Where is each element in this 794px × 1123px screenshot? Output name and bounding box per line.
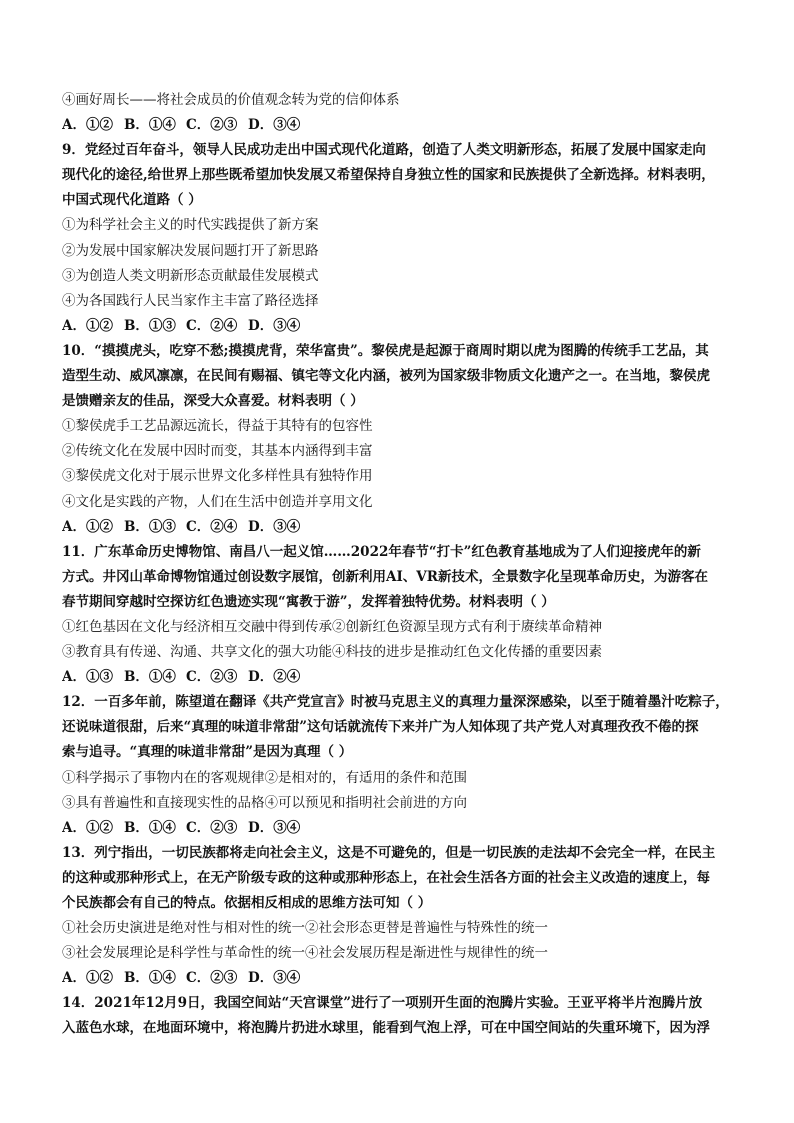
choice-item: ①为科学社会主义的时代实践提供了新方案 <box>62 217 319 234</box>
question-text: 索与追寻。“真理的味道非常甜”是因为真理（ ） <box>62 744 353 761</box>
question-text: 是馈赠亲友的佳品，深受大众喜爱。材料表明（ ） <box>62 393 364 410</box>
question-text: 方式。井冈山革命博物馆通过创设数字展馆，创新利用AI、VR新技术，全景数字化呈现革命历史，为游客在 <box>62 568 708 585</box>
question-text: 还说味道很甜，后来“真理的味道非常甜”这句话就流传下来并广为人知体现了共产党人对真理孜孜不倦的探 <box>62 719 699 736</box>
choice-item: ①黎侯虎手工艺品源远流长，得益于其特有的包容性 <box>62 418 373 435</box>
answer-options <box>62 314 740 339</box>
answer-options <box>62 113 740 138</box>
answer-option: D．③④ <box>248 970 301 987</box>
choice-item: ③黎侯虎文化对于展示世界文化多样性具有独特作用 <box>62 468 373 485</box>
answer-option: A．①② <box>62 317 113 334</box>
answer-option: B．①④ <box>124 669 176 686</box>
question-text: 个民族都会有自己的特点。依据相反相成的思维方法可知（ ） <box>62 895 432 911</box>
choice-item: ③社会发展理论是科学性与革命性的统一④社会发展历程是渐进性与规律性的统一 <box>62 945 548 962</box>
answer-options <box>62 515 740 540</box>
answer-option: C．②④ <box>186 518 238 535</box>
choice-item: ④文化是实践的产物，人们在生活中创造并享用文化 <box>62 493 373 510</box>
question-text: 入蓝色水球，在地面环境中，将泡腾片扔进水球里，能看到气泡上浮，可在中国空间站的失重环境下，因为浮 <box>62 1020 710 1037</box>
question-text: 12．一百多年前，陈望道在翻译《共产党宣言》时被马克思主义的真理力量深深感染，以至于随着墨汁吃粽子， <box>62 694 729 711</box>
question-text: 10．“摸摸虎头，吃穿不愁;摸摸虎背，荣华富贵”。黎侯虎是起源于商周时期以虎为图腾的传统手工艺品，其 <box>62 342 709 359</box>
choice-item: ④画好周长——将社会成员的价值观念转为党的信仰体系 <box>62 92 400 108</box>
answer-option: D．③④ <box>248 317 301 334</box>
answer-option: B．①③ <box>124 317 176 334</box>
choice-item: ③教育具有传递、沟通、共享文化的强大功能④科技的进步是推动红色文化传播的重要因素 <box>62 644 602 661</box>
question-text: 造型生动、威风凛凛，在民间有赐福、镇宅等文化内涵，被列为国家级非物质文化遗产之一。在当地，黎侯虎 <box>62 368 710 385</box>
choice-item: ③为创造人类文明新形态贡献最佳发展模式 <box>62 267 319 284</box>
question-text: 9．党经过百年奋斗，领导人民成功走出中国式现代化道路，创造了人类文明新形态，拓展了发展中国家走向 <box>62 142 706 159</box>
answer-option: B．①④ <box>124 819 176 836</box>
answer-option: C．②④ <box>186 317 238 334</box>
answer-options <box>62 665 740 690</box>
answer-option: C．②③ <box>186 669 238 686</box>
question-text: 14．2021年12月9日，我国空间站“天宫课堂”进行了一项别开生面的泡腾片实验。王亚平将半片泡腾片放 <box>62 995 703 1012</box>
choice-item: ①社会历史演进是绝对性与相对性的统一②社会形态更替是普遍性与特殊性的统一 <box>62 920 548 937</box>
choice-item: ④为各国践行人民当家作主丰富了路径选择 <box>62 292 319 309</box>
question-text: 11．广东革命历史博物馆、南昌八一起义馆……2022年春节“打卡”红色教育基地成为了人们迎接虎年的新 <box>62 543 701 560</box>
answer-option: D．③④ <box>248 518 301 535</box>
answer-option: D．②④ <box>248 669 301 686</box>
answer-option: D．③④ <box>248 819 301 836</box>
answer-option: C．②③ <box>186 117 238 134</box>
answer-option: A．①② <box>62 819 113 836</box>
answer-option: A．①③ <box>62 669 113 686</box>
choice-item: ②为发展中国家解决发展问题打开了新思路 <box>62 242 319 259</box>
exam-page <box>62 88 740 1042</box>
answer-options <box>62 816 740 841</box>
answer-option: B．①④ <box>124 970 176 987</box>
question-text: 13．列宁指出，一切民族都将走向社会主义，这是不可避免的，但是一切民族的走法却不会完全一样，在民主 <box>62 844 716 861</box>
answer-option: A．①② <box>62 518 113 535</box>
choice-item: ①红色基因在文化与经济相互交融中得到传承②创新红色资源呈现方式有利于赓续革命精神 <box>62 618 602 635</box>
choice-item: ①科学揭示了事物内在的客观规律②是相对的，有适用的条件和范围 <box>62 769 467 786</box>
choice-item: ②传统文化在发展中因时而变，其基本内涵得到丰富 <box>62 443 373 460</box>
answer-options <box>62 966 740 991</box>
question-text: 现代化的途径,给世界上那些既希望加快发展又希望保持自身独立性的国家和民族提供了全新选择。材料表明， <box>62 167 715 184</box>
choice-item: ③具有普遍性和直接现实性的品格④可以预见和指明社会前进的方向 <box>62 794 467 811</box>
question-text: 中国式现代化道路（ ） <box>62 192 202 209</box>
question-text: 春节期间穿越时空探访红色遗迹实现“寓教于游”，发挥着独特优势。材料表明（ ） <box>62 593 555 610</box>
answer-option: C．②③ <box>186 970 238 987</box>
question-text: 的这种或那种形式上，在无产阶级专政的这种或那种形态上，在社会生活各方面的社会主义改造的速度上，每 <box>62 869 710 886</box>
answer-option: C．②③ <box>186 819 238 836</box>
answer-option: D．③④ <box>248 117 301 134</box>
answer-option: A．①② <box>62 970 113 987</box>
answer-option: B．①④ <box>124 117 176 134</box>
answer-option: A．①② <box>62 117 113 134</box>
answer-option: B．①③ <box>124 518 176 535</box>
